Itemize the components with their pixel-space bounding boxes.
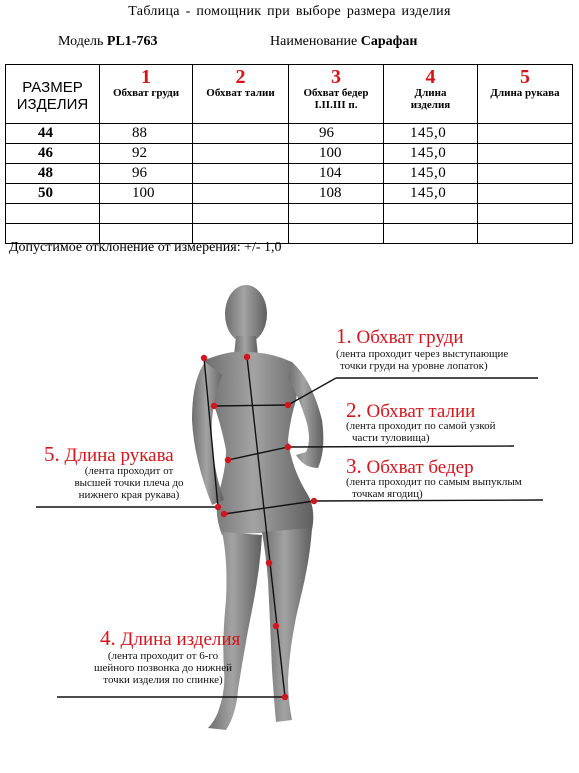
point (244, 354, 250, 360)
hips-label: Обхват бедер (366, 457, 474, 478)
point (201, 355, 207, 361)
point (285, 444, 291, 450)
sleeve-note-line: (лента проходит от (84, 465, 174, 477)
cell-hips: 108 (289, 184, 384, 204)
sleeve-label: Длина рукава (64, 445, 174, 466)
header-label-2: изделия (410, 99, 451, 111)
name-value: Сарафан (360, 34, 418, 49)
point (225, 457, 231, 463)
name-label: Наименование (270, 34, 358, 49)
hips-num: 3. (346, 454, 362, 478)
sleeve-num: 5. (44, 442, 60, 466)
header-size-line2: ИЗДЕЛИЯ (16, 96, 89, 113)
cell-chest: 88 (100, 124, 193, 144)
hips-note (346, 476, 522, 500)
length-note (70, 650, 256, 686)
header-num: 4 (425, 66, 436, 88)
cell-length: 145,0 (384, 164, 478, 184)
cell-length: 145,0 (384, 144, 478, 164)
point (211, 403, 217, 409)
sleeve-note (62, 465, 196, 501)
header-size-line1: РАЗМЕР (22, 79, 83, 96)
sleeve-note-line: нижнего края рукава) (78, 489, 180, 501)
point (282, 694, 288, 700)
header-label: Обхват талии (206, 87, 275, 99)
chest-num: 1. (336, 324, 352, 348)
hips-note-line: (лента проходит по самым выпуклым (346, 476, 522, 488)
sleeve-title (44, 442, 174, 467)
header-num: 5 (520, 66, 530, 88)
cell-chest: 92 (100, 144, 193, 164)
header-num: 2 (235, 66, 246, 88)
header-num: 3 (331, 66, 341, 88)
waist-num: 2. (346, 398, 362, 422)
cell-chest: 100 (100, 184, 193, 204)
header-label: Обхват бедер (303, 87, 369, 99)
hips-note-line: точкам ягодиц) (352, 488, 423, 500)
length-num: 4. (100, 626, 116, 650)
waist-note-line: (лента проходит по самой узкой (346, 420, 496, 432)
chest-line (214, 405, 288, 406)
waist-note (346, 420, 496, 444)
chest-title (336, 324, 464, 349)
header-label-2: I.II.III п. (314, 99, 358, 111)
chest-note (336, 348, 508, 372)
header-num: 1 (141, 66, 151, 88)
point (215, 504, 221, 510)
point (221, 511, 227, 517)
point (285, 402, 291, 408)
length-note-line: шейного позвонка до нижней (93, 662, 233, 674)
cell-size: 44 (6, 124, 100, 144)
cell-hips: 100 (289, 144, 384, 164)
waist-note-line: части туловища) (352, 432, 430, 444)
length-note-line: (лента проходит от 6-го (107, 650, 219, 662)
point (311, 498, 317, 504)
chest-note-line: (лента проходит через выступающие (336, 348, 509, 360)
hips-pointer (314, 500, 543, 501)
header-label: Длина рукава (490, 87, 560, 99)
point (273, 623, 279, 629)
model-value: PL1-763 (106, 34, 158, 49)
cell-hips: 96 (289, 124, 384, 144)
point (266, 560, 272, 566)
length-label: Длина изделия (120, 629, 241, 650)
cell-hips: 104 (289, 164, 384, 184)
sleeve-note-line: высшей точки плеча до (74, 477, 184, 489)
cell-length: 145,0 (384, 124, 478, 144)
length-note-line: точки изделия по спинке) (103, 674, 223, 686)
cell-size: 50 (6, 184, 100, 204)
cell-size: 48 (6, 164, 100, 184)
chest-label: Обхват груди (356, 327, 464, 348)
tolerance-note: Допустимое отклонение от измерения: +/- 1,0 (9, 240, 282, 255)
header-label: Обхват груди (112, 87, 180, 99)
model-label: Модель (58, 34, 104, 49)
length-title (100, 626, 240, 651)
header-label: Длина (414, 87, 447, 99)
cell-length: 145,0 (384, 184, 478, 204)
chest-note-line: точки груди на уровне лопаток) (340, 360, 488, 372)
cell-size: 46 (6, 144, 100, 164)
cell-chest: 96 (100, 164, 193, 184)
page-title: Таблица - помощник при выборе размера изделия (128, 4, 451, 19)
waist-label: Обхват талии (366, 401, 476, 422)
